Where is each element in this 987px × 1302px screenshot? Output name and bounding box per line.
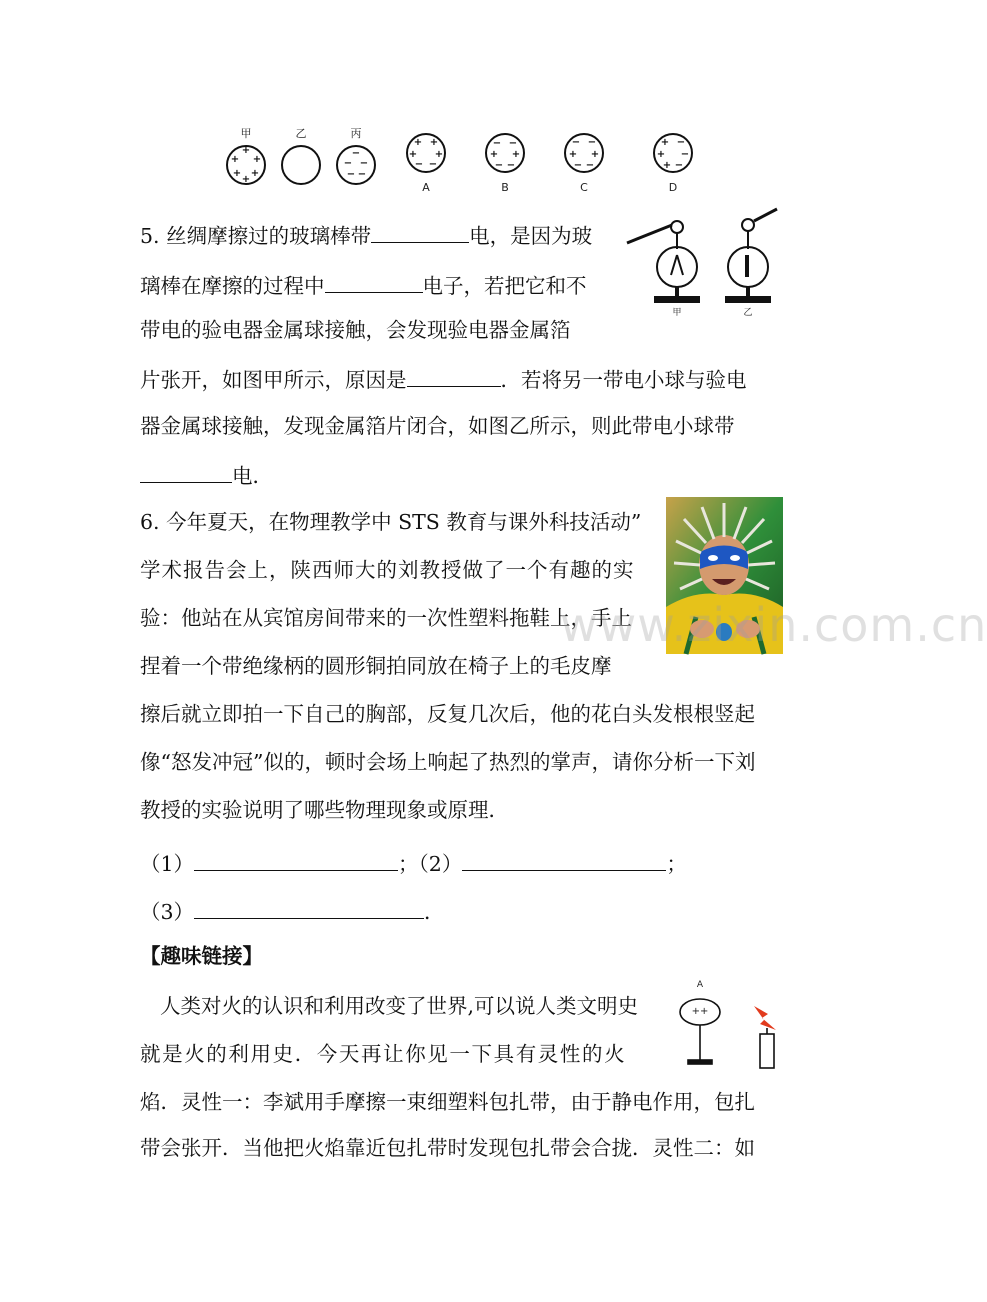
answer-2-label: ；（2） xyxy=(398,852,463,876)
svg-text:+: + xyxy=(429,137,439,148)
electroscope-label-jia: 甲 xyxy=(672,308,682,318)
svg-text:−: − xyxy=(676,137,686,148)
q5-blank-4[interactable] xyxy=(140,462,232,483)
q5-text: 电． xyxy=(232,464,273,488)
fun-heading: 【趣味链接】 xyxy=(140,944,263,968)
fun-line-1: 人类对火的认识和利用改变了世界,可以说人类文明史 xyxy=(160,994,639,1018)
q5-text: 5. 丝绸摩擦过的玻璃棒带 xyxy=(140,224,372,248)
q5-blank-2[interactable] xyxy=(325,272,423,293)
option-d-label: D xyxy=(668,181,678,194)
svg-text:+: + xyxy=(250,168,260,179)
svg-text:+: + xyxy=(252,154,262,165)
ball-label-a: A xyxy=(696,980,704,990)
svg-text:−: − xyxy=(680,149,690,160)
svg-text:−: − xyxy=(506,160,516,171)
svg-text:+: + xyxy=(241,174,251,185)
svg-text:+: + xyxy=(434,149,444,160)
option-a-label: A xyxy=(422,181,430,194)
svg-text:+: + xyxy=(660,137,670,148)
fun-line-3: 焰．灵性一：李斌用手摩擦一束细塑料包扎带，由于静电作用，包扎 xyxy=(140,1090,755,1114)
svg-text:−: − xyxy=(343,158,353,169)
svg-text:+: + xyxy=(230,154,240,165)
svg-text:−: − xyxy=(585,160,595,171)
svg-text:+: + xyxy=(590,149,600,160)
svg-text:−: − xyxy=(357,169,367,180)
svg-text:+: + xyxy=(489,149,499,160)
label-yi: 乙 xyxy=(295,127,307,140)
answer-2-blank[interactable] xyxy=(462,850,666,871)
svg-text:+: + xyxy=(408,149,418,160)
svg-text:−: − xyxy=(573,160,583,171)
q5-text: 电子，若把它和不 xyxy=(422,274,587,298)
svg-text:−: − xyxy=(414,159,424,170)
q5-line-4 xyxy=(140,366,747,392)
svg-text:+: + xyxy=(662,160,672,171)
svg-text:+: + xyxy=(241,145,251,156)
svg-text:+: + xyxy=(232,168,242,179)
svg-text:−: − xyxy=(428,159,438,170)
svg-text:−: − xyxy=(346,169,356,180)
q6-line-5: 擦后就立即拍一下自己的胸部，反复几次后，他的花白头发根根竖起 xyxy=(140,702,755,726)
svg-text:+: + xyxy=(413,137,423,148)
answer-1-blank[interactable] xyxy=(194,850,398,871)
electroscope-label-yi: 乙 xyxy=(743,308,753,318)
option-c-label: C xyxy=(580,181,588,194)
q5-blank-1[interactable] xyxy=(371,222,469,243)
option-b-label: B xyxy=(501,181,509,194)
answer-2-end: ； xyxy=(666,852,687,876)
watermark: www.zixin.com.cn xyxy=(560,598,987,652)
ball-charge-label: ++ xyxy=(691,1006,709,1017)
svg-text:−: − xyxy=(571,137,581,148)
q5-line-3: 带电的验电器金属球接触，会发现验电器金属箔 xyxy=(140,318,571,342)
charged-ball-candle-figure xyxy=(676,980,786,1072)
svg-text:−: − xyxy=(674,160,684,171)
svg-text:−: − xyxy=(494,160,504,171)
label-jia: 甲 xyxy=(240,127,252,140)
svg-text:−: − xyxy=(587,137,597,148)
fun-line-2: 就是火的利用史．今天再让你见一下具有灵性的火 xyxy=(140,1042,627,1066)
answer-3-label: （3） xyxy=(140,900,195,924)
q5-text: 片张开，如图甲所示，原因是 xyxy=(140,368,407,392)
svg-text:+: + xyxy=(656,149,666,160)
svg-text:−: − xyxy=(351,148,361,159)
q5-line-6 xyxy=(140,462,273,488)
svg-text:+: + xyxy=(511,149,521,160)
q6-line-6: 像“怒发冲冠”似的，顿时会场上响起了热烈的掌声，请你分析一下刘 xyxy=(140,750,756,774)
answer-1-label: （1） xyxy=(140,852,195,876)
q6-line-3: 验：他站在从宾馆房间带来的一次性塑料拖鞋上，手上 xyxy=(140,606,632,630)
fun-line-4: 带会张开．当他把火焰靠近包扎带时发现包扎带会合拢．灵性二：如 xyxy=(140,1136,755,1160)
q6-line-1: 6. 今年夏天，在物理教学中 STS 教育与课外科技活动” xyxy=(140,510,642,534)
q5-line-1 xyxy=(140,222,592,248)
svg-text:−: − xyxy=(492,138,502,149)
q5-text: ．若将另一带电小球与验电 xyxy=(500,368,747,392)
q6-answer-line-1 xyxy=(140,850,687,876)
q5-line-2 xyxy=(140,272,587,298)
label-bing: 丙 xyxy=(350,127,362,140)
svg-text:−: − xyxy=(508,138,518,149)
q6-answer-line-2 xyxy=(140,898,445,924)
q6-line-2: 学术报告会上，陕西师大的刘教授做了一个有趣的实 xyxy=(140,558,635,582)
svg-text:−: − xyxy=(359,158,369,169)
q5-line-5: 器金属球接触，发现金属箔片闭合，如图乙所示，则此带电小球带 xyxy=(140,414,735,438)
q5-text: 璃棒在摩擦的过程中 xyxy=(140,274,325,298)
q5-text: 电，是因为玻 xyxy=(469,224,593,248)
answer-3-end: ． xyxy=(424,900,445,924)
q6-line-4: 捏着一个带绝缘柄的圆形铜拍同放在椅子上的毛皮摩 xyxy=(140,654,612,678)
answer-3-blank[interactable] xyxy=(194,898,424,919)
q5-blank-3[interactable] xyxy=(407,366,501,387)
svg-text:+: + xyxy=(568,149,578,160)
q6-line-7: 教授的实验说明了哪些物理现象或原理． xyxy=(140,798,509,822)
